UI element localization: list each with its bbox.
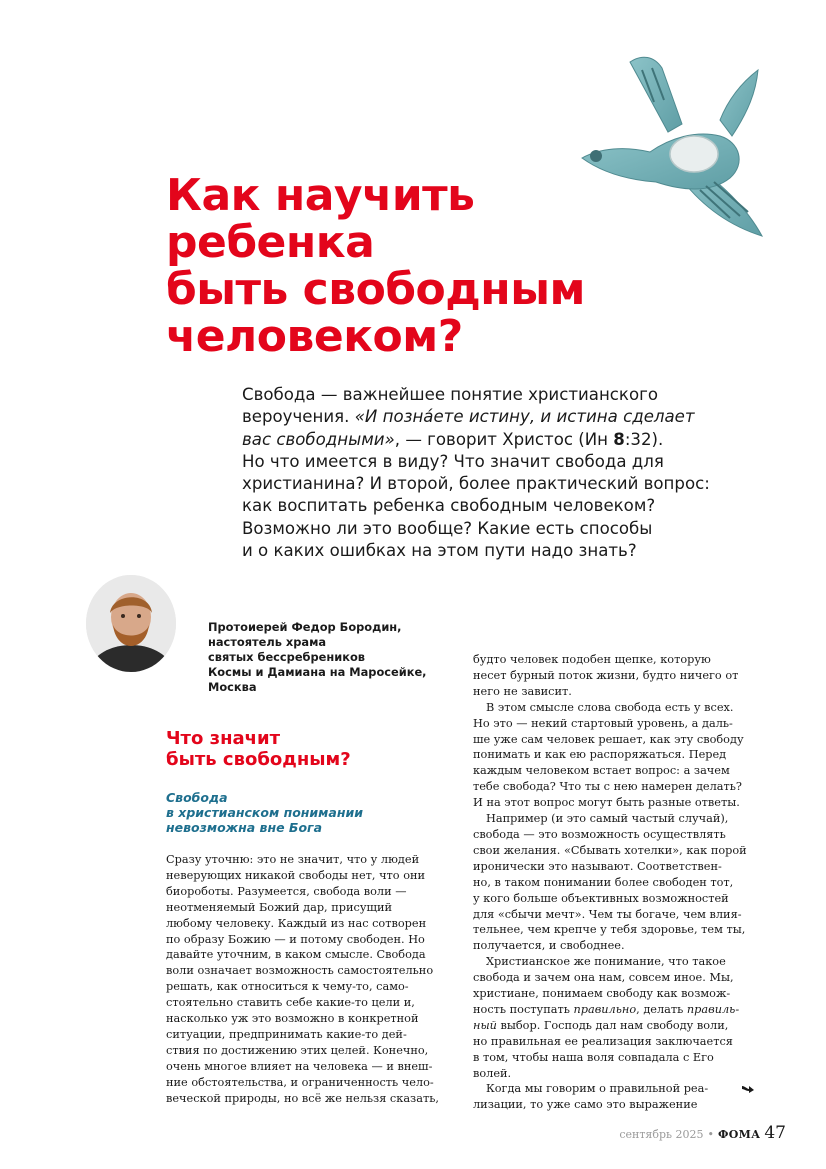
author-line: Протоиерей Федор Бородин, bbox=[208, 620, 402, 634]
section-heading-line: быть свободным? bbox=[166, 749, 351, 770]
lead-line: Но что имеется в виду? Что значит свобода для bbox=[242, 451, 664, 471]
subheading-line: невозможна вне Бога bbox=[166, 820, 322, 835]
body-line: Например (и это самый частый случай), bbox=[486, 812, 729, 826]
body-line: ше уже сам человек решает, как эту свободу bbox=[473, 732, 744, 746]
body-line: волей. bbox=[473, 1066, 512, 1080]
body-line: стоятельно ставить себе какие-то цели и, bbox=[166, 996, 415, 1010]
author-line: святых бессребреников bbox=[208, 650, 365, 664]
lead-line: Свобода — важнейшее понятие христианского bbox=[242, 385, 658, 404]
lead-line: вероучения. «И позна́ете истину, и истина сделает bbox=[242, 407, 695, 427]
body-line: неверующих никакой свободы нет, что они bbox=[166, 868, 426, 882]
body-line: в том, чтобы наша воля совпадала с Его bbox=[473, 1050, 714, 1064]
body-line: для «сбычи мечт». Чем ты богаче, чем влия- bbox=[473, 907, 742, 921]
body-line: насколько уж это возможно в конкретной bbox=[166, 1012, 419, 1026]
title-line: человеком? bbox=[166, 311, 463, 362]
continue-arrow-icon bbox=[741, 1083, 755, 1093]
body-column-left bbox=[166, 852, 456, 1107]
body-line: свобода — это возможность осуществлять bbox=[473, 827, 726, 841]
author-credit bbox=[208, 620, 458, 695]
body-line: христиане, понимаем свободу как возмож- bbox=[473, 987, 731, 1001]
body-line: Когда мы говорим о правильной реа- bbox=[486, 1082, 709, 1096]
body-line: ствия по достижению этих целей. Конечно, bbox=[166, 1043, 429, 1057]
body-line: по образу Божию — и потому свободен. Но bbox=[166, 932, 425, 946]
priest-portrait-icon bbox=[86, 575, 176, 672]
body-line: давайте уточним, в каком смысле. Свобода bbox=[166, 948, 426, 962]
lead-line: христианина? И второй, более практический вопрос: bbox=[242, 474, 710, 494]
body-column-right bbox=[473, 652, 763, 1113]
body-line: лизации, то уже само это выражение bbox=[473, 1098, 698, 1112]
scripture-quote: «И позна́ете истину, и истина сделает bbox=[354, 407, 695, 427]
body-line: ние обстоятельства, и ограниченность чело- bbox=[166, 1075, 434, 1089]
title-line: Как научить bbox=[166, 170, 475, 221]
body-line: но, в таком понимании более свободен тот, bbox=[473, 875, 734, 889]
subheading-line: в христианском понимании bbox=[166, 805, 363, 820]
body-line: воли означает возможность самостоятельно bbox=[166, 964, 434, 978]
section-heading-line: Что значит bbox=[166, 728, 281, 749]
lead-line: и о каких ошибках на этом пути надо знать? bbox=[242, 541, 637, 561]
lead-line: Возможно ли это вообще? Какие есть способы bbox=[242, 518, 653, 538]
body-line: получается, и свободнее. bbox=[473, 939, 625, 953]
dove-icon bbox=[570, 40, 805, 245]
body-line: него не зависит. bbox=[473, 684, 572, 698]
author-line: Космы и Дамиана на Маросейке, bbox=[208, 665, 427, 679]
author-line: Москва bbox=[208, 680, 257, 694]
body-line: очень многое влияет на человека — и внеш- bbox=[166, 1059, 433, 1073]
section-subheading bbox=[166, 790, 426, 835]
body-line: Сразу уточню: это не значит, что у людей bbox=[166, 853, 420, 866]
body-line: каждым человеком встает вопрос: а зачем bbox=[473, 764, 730, 778]
subheading-line: Свобода bbox=[166, 790, 228, 805]
scripture-quote: вас свободными» bbox=[242, 429, 395, 449]
magazine-name: ФОМА bbox=[718, 1128, 761, 1141]
body-line: Но это — некий стартовый уровень, а даль- bbox=[473, 716, 733, 730]
body-line: понимать и как ею распоряжаться. Перед bbox=[473, 748, 727, 762]
body-line: Христианское же понимание, что такое bbox=[486, 955, 726, 969]
body-line: В этом смысле слова свобода есть у всех. bbox=[486, 700, 734, 714]
body-line: И на этот вопрос могут быть разные ответы. bbox=[473, 796, 740, 810]
body-line: несет бурный поток жизни, будто ничего от bbox=[473, 668, 739, 682]
title-line: ребенка bbox=[166, 217, 375, 268]
page-number: 47 bbox=[764, 1123, 786, 1143]
page-footer bbox=[619, 1122, 786, 1144]
section-heading bbox=[166, 728, 426, 770]
body-line: иронически это называют. Соответствен- bbox=[473, 859, 722, 873]
body-line: тебе свобода? Что ты с нею намерен делать? bbox=[473, 780, 742, 794]
body-line: но правильная ее реализация заключается bbox=[473, 1034, 733, 1048]
footer-separator: • bbox=[707, 1128, 714, 1141]
body-line: свобода и зачем она нам, совсем иное. Мы, bbox=[473, 971, 734, 985]
title-line: быть свободным bbox=[166, 264, 585, 315]
issue-date: сентябрь 2025 bbox=[619, 1128, 704, 1141]
body-line: ный выбор. Господь дал нам свободу воли, bbox=[473, 1018, 729, 1032]
body-line: у кого больше объективных возможностей bbox=[473, 891, 729, 905]
lead-paragraph bbox=[242, 384, 772, 562]
body-line: будто человек подобен щепке, которую bbox=[473, 653, 711, 666]
body-line: ситуации, предпринимать какие-то дей- bbox=[166, 1027, 407, 1041]
body-line: свои желания. «Сбывать хотелки», как порой bbox=[473, 843, 747, 857]
body-line: неотменяемый Божий дар, присущий bbox=[166, 900, 393, 914]
lead-line: как воспитать ребенка свободным человеком? bbox=[242, 496, 656, 516]
lead-line: вас свободными», — говорит Христос (Ин 8:32). bbox=[242, 429, 664, 449]
author-avatar bbox=[86, 575, 176, 672]
body-line: тельнее, чем крепче у тебя здоровье, тем ты, bbox=[473, 923, 746, 937]
body-line: ность поступать правильно, делать правиль- bbox=[473, 1002, 740, 1016]
article-title bbox=[166, 172, 586, 360]
author-line: настоятель храма bbox=[208, 635, 327, 649]
body-line: биороботы. Разумеется, свобода воли — bbox=[166, 884, 407, 898]
body-line: веческой природы, но всё же нельзя сказать, bbox=[166, 1091, 439, 1105]
body-line: любому человеку. Каждый из нас сотворен bbox=[166, 916, 427, 930]
body-line: решать, как относиться к чему-то, само- bbox=[166, 980, 409, 994]
